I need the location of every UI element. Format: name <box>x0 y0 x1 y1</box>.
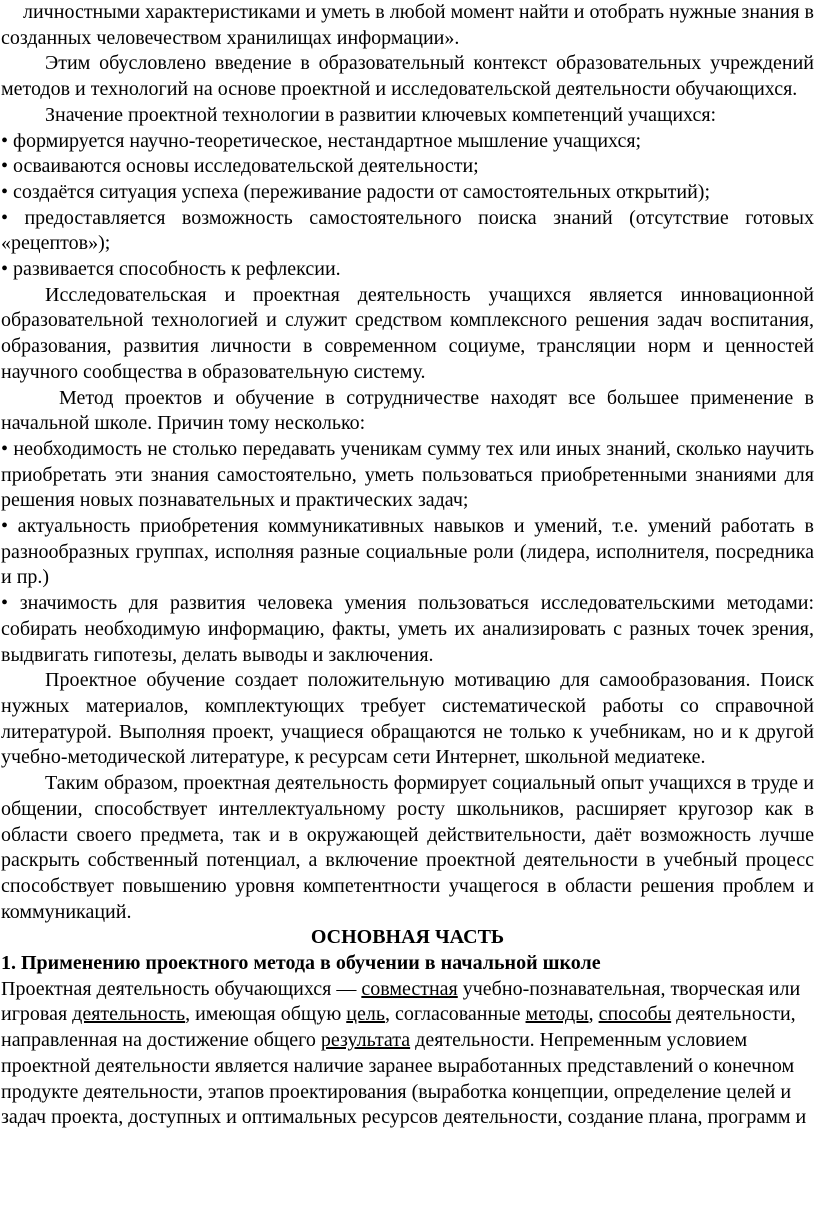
paragraph-motivation: Проектное обучение создает положительную мотивацию для самообразования. Поиск нужных материалов, комплектующих требует систематической работы со справочной литературой. Выполняя проект, учащиеся обращаются не только к учебникам, но и к другой учебно-методической литературе, к ресурсам сети Интернет, школьной медиатеке. <box>1 669 814 769</box>
heading-section-1: 1. Применению проектного метода в обучении в начальной школе <box>1 952 601 975</box>
bullet-item: • значимость для развития человека умения пользоваться исследовательскими методами: собирать необходимую информацию, факты, уметь их анализировать с разных точек зрения, выдвигать гипотезы, делать выводы и заключения. <box>1 592 814 666</box>
paragraph-definition <box>1 977 814 1131</box>
bullet-item: • осваиваются основы исследовательской деятельности; <box>1 155 479 178</box>
bullet-item: • актуальность приобретения коммуникативных навыков и умений, т.е. умений работать в разнообразных группах, исполняя разные социальные роли (лидера, исполнителя, посредника и пр.) <box>1 515 814 589</box>
definition-text: учебно-познавательная, творческая или игровая <box>1 977 801 1026</box>
definition-text: , согласованные <box>384 1003 526 1026</box>
link-goal[interactable]: цель <box>346 1003 385 1026</box>
link-activity[interactable]: деятельность <box>72 1003 186 1026</box>
link-result[interactable]: результата <box>320 1029 411 1052</box>
paragraph-context: Этим обусловлено введение в образовательный контекст образовательных учреждений методов и технологий на основе проектной и исследовательской деятельности обучающихся. <box>1 52 814 101</box>
bullet-item: • формируется научно-теоретическое, нестандартное мышление учащихся; <box>1 129 642 152</box>
link-joint[interactable]: совместная <box>361 977 458 1000</box>
bullet-item: • необходимость не столько передавать ученикам сумму тех или иных знаний, сколько научить приобретать эти знания самостоятельно, уметь пользоваться приобретенными знаниями для решения новых познавательных и практических задач; <box>1 437 814 512</box>
paragraph-intro-end: личностными характеристиками и уметь в любой момент найти и отобрать нужные знания в созданных человечеством хранилищах информации». <box>1 1 814 49</box>
link-methods[interactable]: методы <box>525 1003 589 1026</box>
bullet-item: • развивается способность к рефлексии. <box>1 258 341 281</box>
paragraph-significance: Значение проектной технологии в развитии ключевых компетенций учащихся: <box>45 103 717 126</box>
definition-text: Проектная деятельность обучающихся — <box>1 977 362 1000</box>
heading-main-part: ОСНОВНАЯ ЧАСТЬ <box>310 926 505 949</box>
paragraph-research: Исследовательская и проектная деятельность учащихся является инновационной образовательной технологией и служит средством комплексного решения задач воспитания, образования, развития личности в современном социуме, трансляции норм и ценностей научного сообщества в образовательную систему. <box>1 283 814 383</box>
definition-text: , имеющая общую <box>185 1003 347 1026</box>
bullet-item: • предоставляется возможность самостоятельного поиска знаний (отсутствие готовых «рецептов»); <box>1 206 814 255</box>
definition-text: , <box>588 1003 599 1026</box>
definition-text: деятельности. Непременным условием проектной деятельности является наличие заранее выработанных представлений о конечном продукте деятельности, этапов проектирования (выработка концепции, определение целей и задач проекта, доступных и оптимальных ресурсов деятельности, создание плана, программ и <box>1 1029 807 1129</box>
paragraph-method: Метод проектов и обучение в сотрудничестве находят все большее применение в начальной школе. Причин тому несколько: <box>1 386 814 435</box>
paragraph-conclusion: Таким образом, проектная деятельность формирует социальный опыт учащихся в труде и общении, способствует интеллектуальному росту школьников, расширяет кругозор как в области своего предмета, так и в окружающей действительности, даёт возможность лучше раскрыть собственный потенциал, а включение проектной деятельности в учебный процесс способствует повышению уровня компетентности учащегося в области решения проблем и коммуникаций. <box>1 772 814 923</box>
definition-text: деятельности, направленная на достижение общего <box>1 1003 796 1052</box>
bullet-item: • создаётся ситуация успеха (переживание радости от самостоятельных открытий); <box>1 180 710 203</box>
link-ways[interactable]: способы <box>598 1003 672 1026</box>
